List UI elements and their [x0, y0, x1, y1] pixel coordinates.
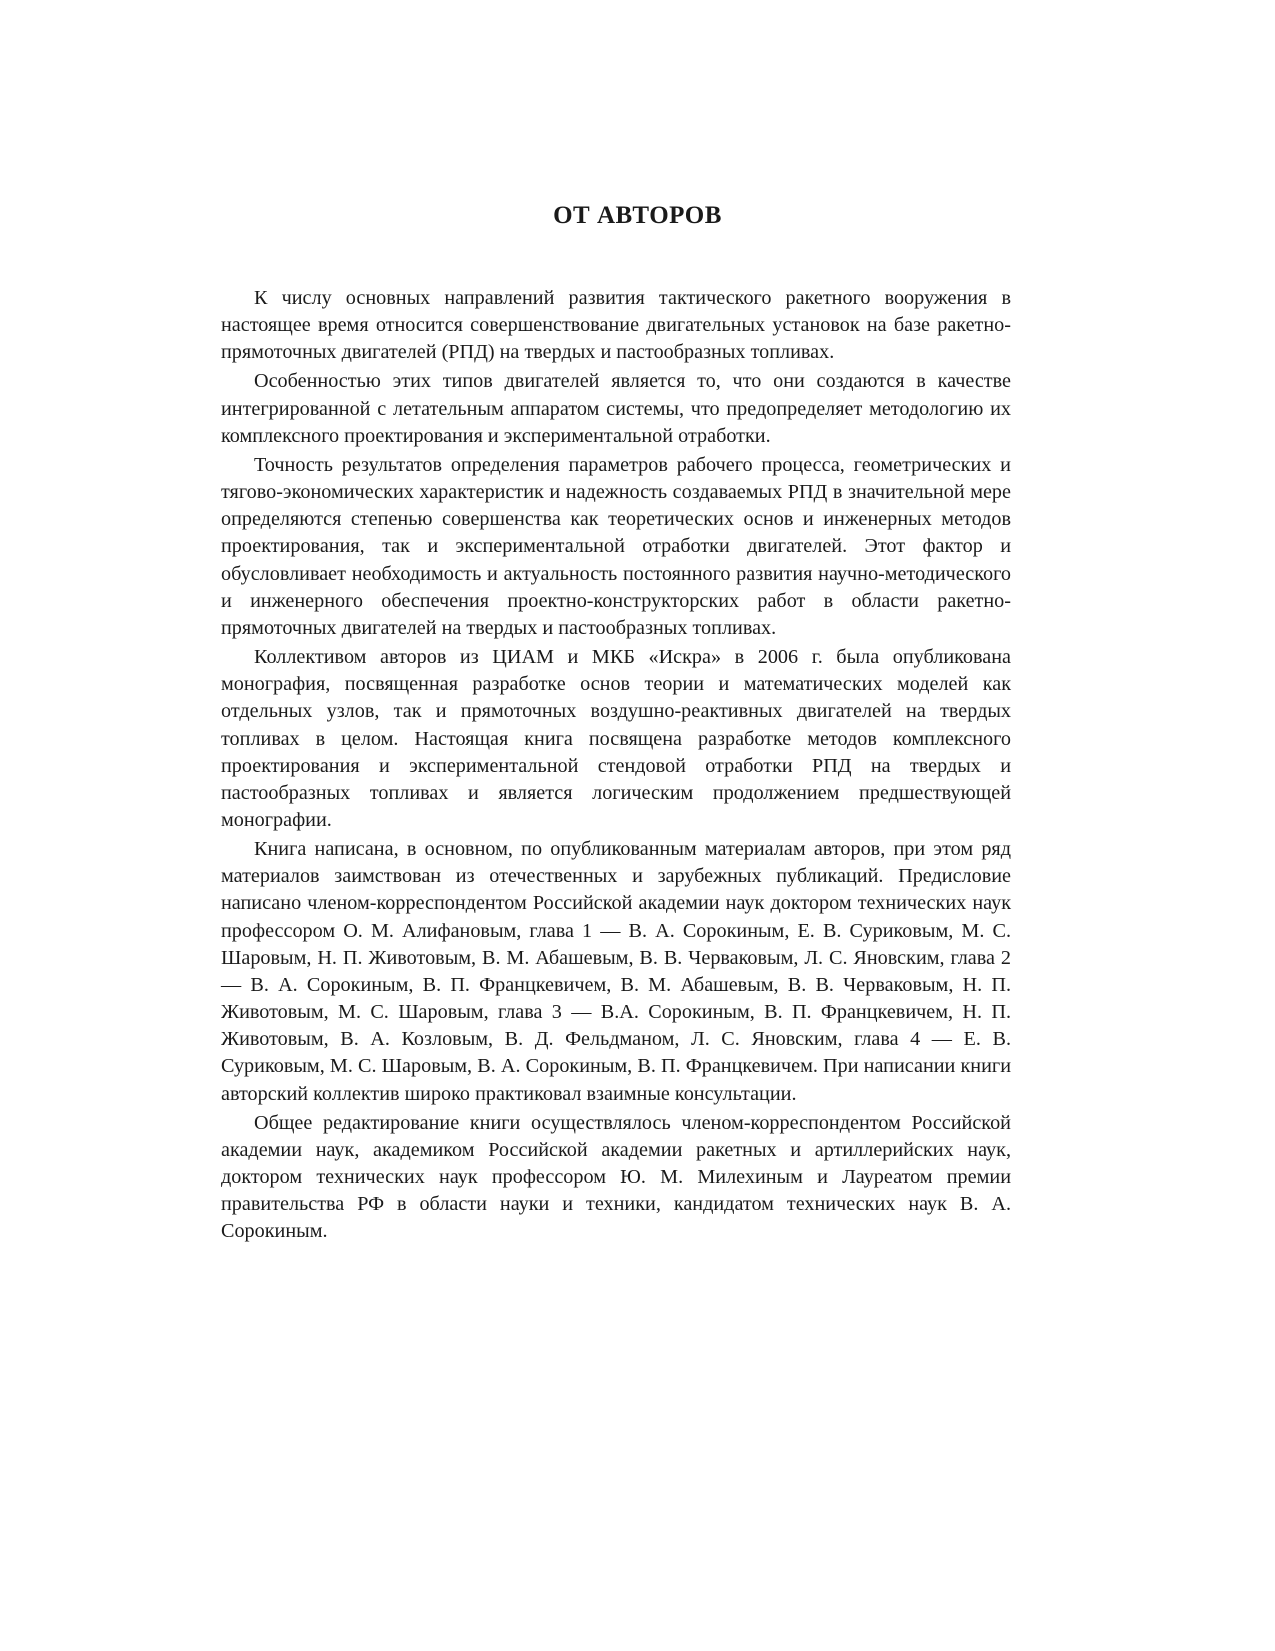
paragraph-2: Особенностью этих типов двигателей является то, что они создаются в качестве интегрированной с летательным аппаратом системы, что предопределяет методологию их комплексного проектирования и экспериментальной отработки. — [221, 370, 1011, 447]
paragraph-6: Общее редактирование книги осуществлялось членом-корреспондентом Российской академии наук, академиком Российской академии ракетных и артиллерийских наук, доктором технических наук профессором Ю. М. Милехиным и Лауреатом премии правительства РФ в области науки и техники, кандидатом технических наук В. А. Сорокиным. — [221, 1111, 1011, 1243]
paragraph-1: К числу основных направлений развития тактического ракетного вооружения в настоящее время относится совершенствование двигательных установок на базе ракетно-прямоточных двигателей (РПД) на твердых и пастообразных топливах. — [221, 287, 1011, 364]
paragraph-4: Коллективом авторов из ЦИАМ и МКБ «Искра» в 2006 г. была опубликована монография, посвященная разработке основ теории и математических моделей как отдельных узлов, так и прямоточных воздушно-реактивных двигателей на твердых топливах в целом. Настоящая книга посвящена разработке методов комплексного проектирования и экспериментальной стендовой отработки РПД на твердых и пастообразных топливах и является логическим продолжением предшествующей монографии. — [221, 646, 1011, 831]
paragraph-5: Книга написана, в основном, по опубликованным материалам авторов, при этом ряд материалов заимствован из отечественных и зарубежных публикаций. Предисловие написано членом-корреспондентом Российской академии наук доктором технических наук профессором О. М. Алифановым, глава 1 — В. А. Сорокиным, Е. В. Суриковым, М. С. Шаровым, Н. П. Животовым, В. М. Абашевым, В. В. Черваковым, Л. С. Яновским, глава 2 — В. А. Сорокиным, В. П. Францкевичем, В. М. Абашевым, В. В. Черваковым, Н. П. Животовым, М. С. Шаровым, глава 3 — В.А. Сорокиным, В. П. Францкевичем, Н. П. Животовым, В. А. Козловым, В. Д. Фельдманом, Л. С. Яновским, глава 4 — Е. В. Суриковым, М. С. Шаровым, В. А. Сорокиным, В. П. Францкевичем. При написании книги авторский коллектив широко практиковал взаимные консультации. — [221, 838, 1011, 1105]
page-title: ОТ АВТОРОВ — [553, 202, 722, 229]
paragraph-3: Точность результатов определения параметров рабочего процесса, геометрических и тягово-экономических характеристик и надежность создаваемых РПД в значительной мере определяются степенью совершенства как теоретических основ и инженерных методов проектирования, так и экспериментальной отработки двигателей. Этот фактор и обусловливает необходимость и актуальность постоянного развития научно-методического и инженерного обеспечения проектно-конструкторских работ в области ракетно-прямоточных двигателей на твердых и пастообразных топливах. — [221, 453, 1011, 639]
body-text — [221, 285, 1011, 1247]
